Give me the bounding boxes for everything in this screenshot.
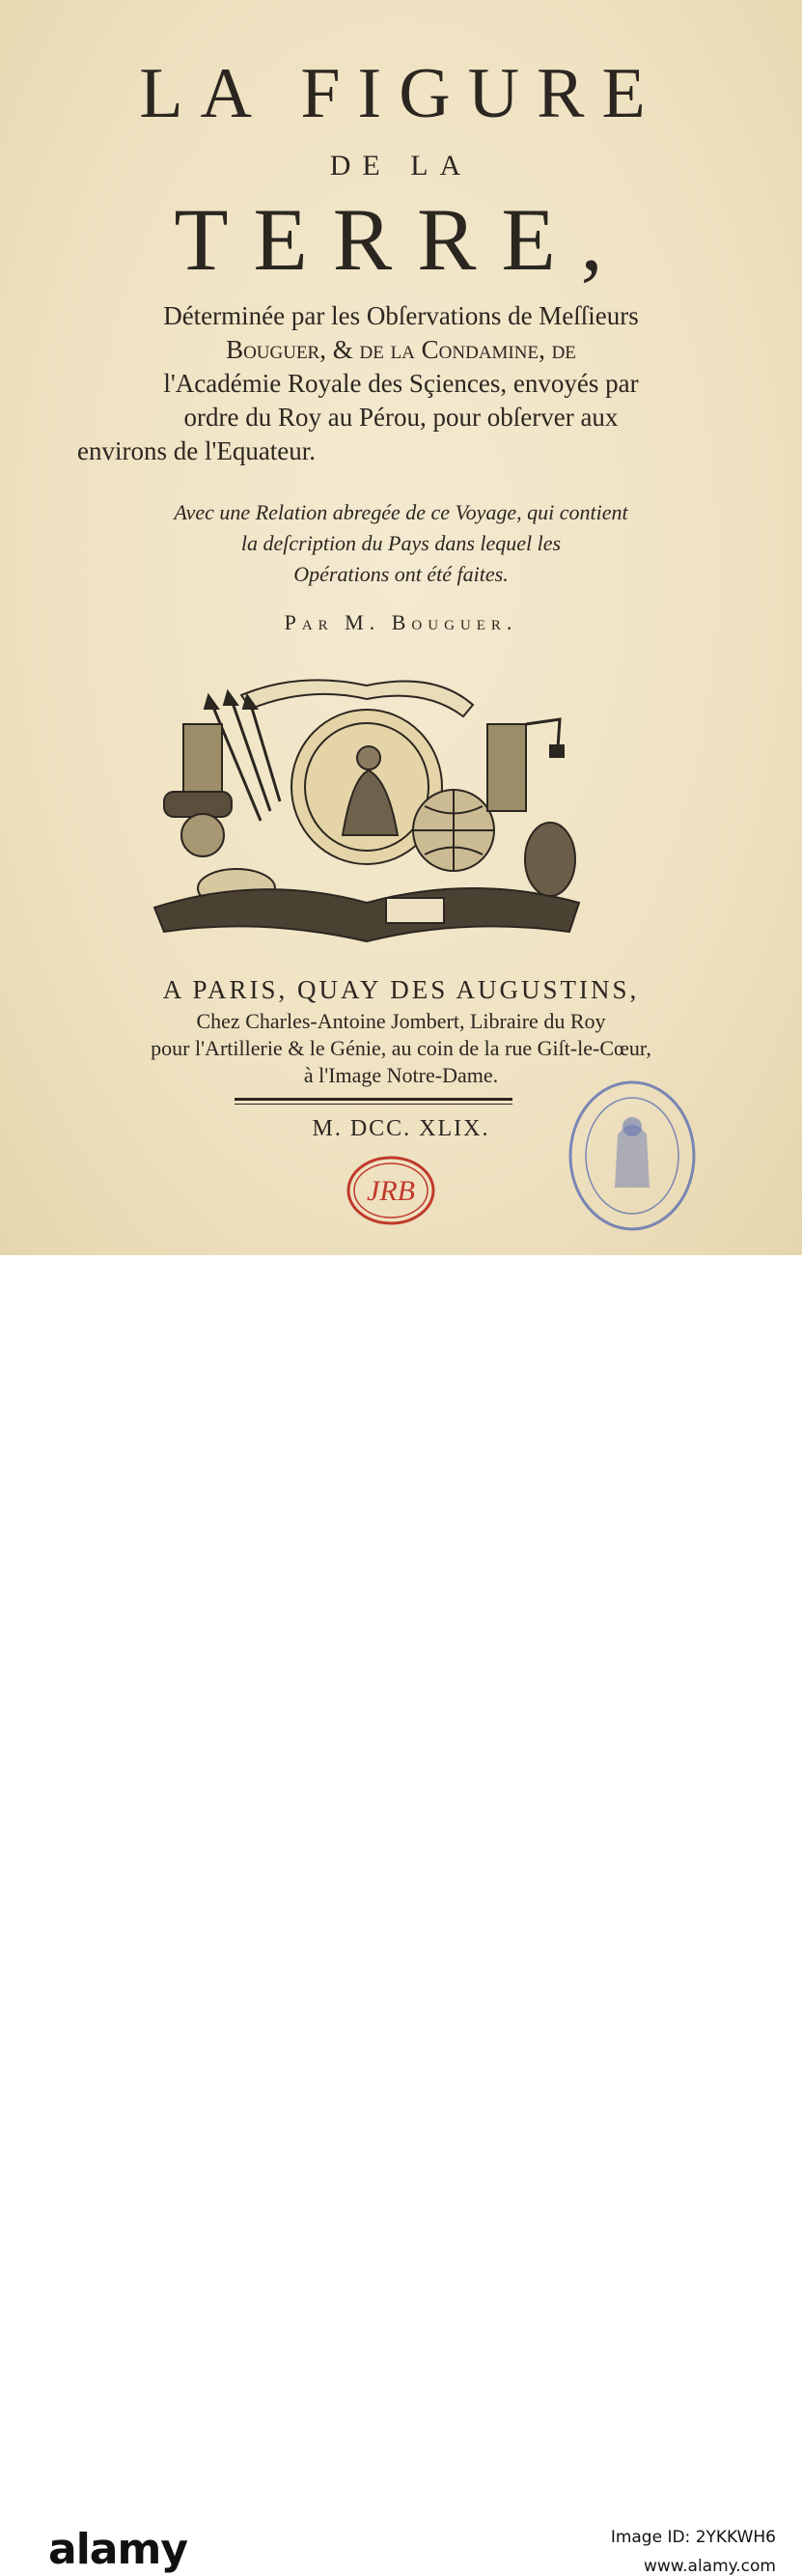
title-line-3: TERRE, <box>174 190 628 289</box>
author-line: Par M. Bouguer. <box>284 610 518 634</box>
double-rule-bottom <box>235 1104 512 1105</box>
imprint-line-2: Chez Charles-Antoine Jombert, Libraire du Roy <box>196 1009 606 1033</box>
italic-line-1: Avec une Relation abregée de ce Voyage, qui contient <box>174 500 628 524</box>
blue-library-stamp-icon <box>565 1077 700 1236</box>
italic-line-2: la deſcription du Pays dans lequel les <box>240 531 562 555</box>
subtitle-line-3: l'Académie Royale des Sçiences, envoyés par <box>163 369 639 398</box>
subtitle-line-2: Bouguer, & de la Condamine, de <box>226 335 576 364</box>
italic-line-3: Opérations ont été faites. <box>293 562 509 586</box>
title-line-1: LA FIGURE <box>139 54 663 133</box>
imprint-line-4: à l'Image Notre-Dame. <box>303 1063 499 1087</box>
publication-date: M. DCC. XLIX. <box>312 1116 490 1141</box>
svg-text:JRB: JRB <box>367 1175 415 1207</box>
watermark-image-id: Image ID: 2YKKWH6 <box>610 2528 776 2547</box>
double-rule-top <box>235 1098 512 1101</box>
watermark-site: www.alamy.com <box>643 2557 776 2576</box>
red-library-stamp-icon <box>345 1154 437 1231</box>
subtitle-line-5: environs de l'Equateur. <box>77 436 317 465</box>
imprint-line-1: A PARIS, QUAY DES AUGUSTINS, <box>162 975 640 1004</box>
subtitle-line-4: ordre du Roy au Pérou, pour obſerver aux <box>183 403 619 432</box>
printer-vignette-icon <box>145 666 589 956</box>
title-page <box>0 0 802 1255</box>
subtitle-line-1: Déterminée par les Obſervations de Meſſieurs <box>163 301 639 330</box>
watermark-brand: alamy <box>48 2525 187 2574</box>
watermark-banner <box>0 1255 802 2576</box>
title-line-2: DE LA <box>329 150 473 182</box>
imprint-line-3: pour l'Artillerie & le Génie, au coin de la rue Giſt-le-Cœur, <box>151 1036 651 1060</box>
